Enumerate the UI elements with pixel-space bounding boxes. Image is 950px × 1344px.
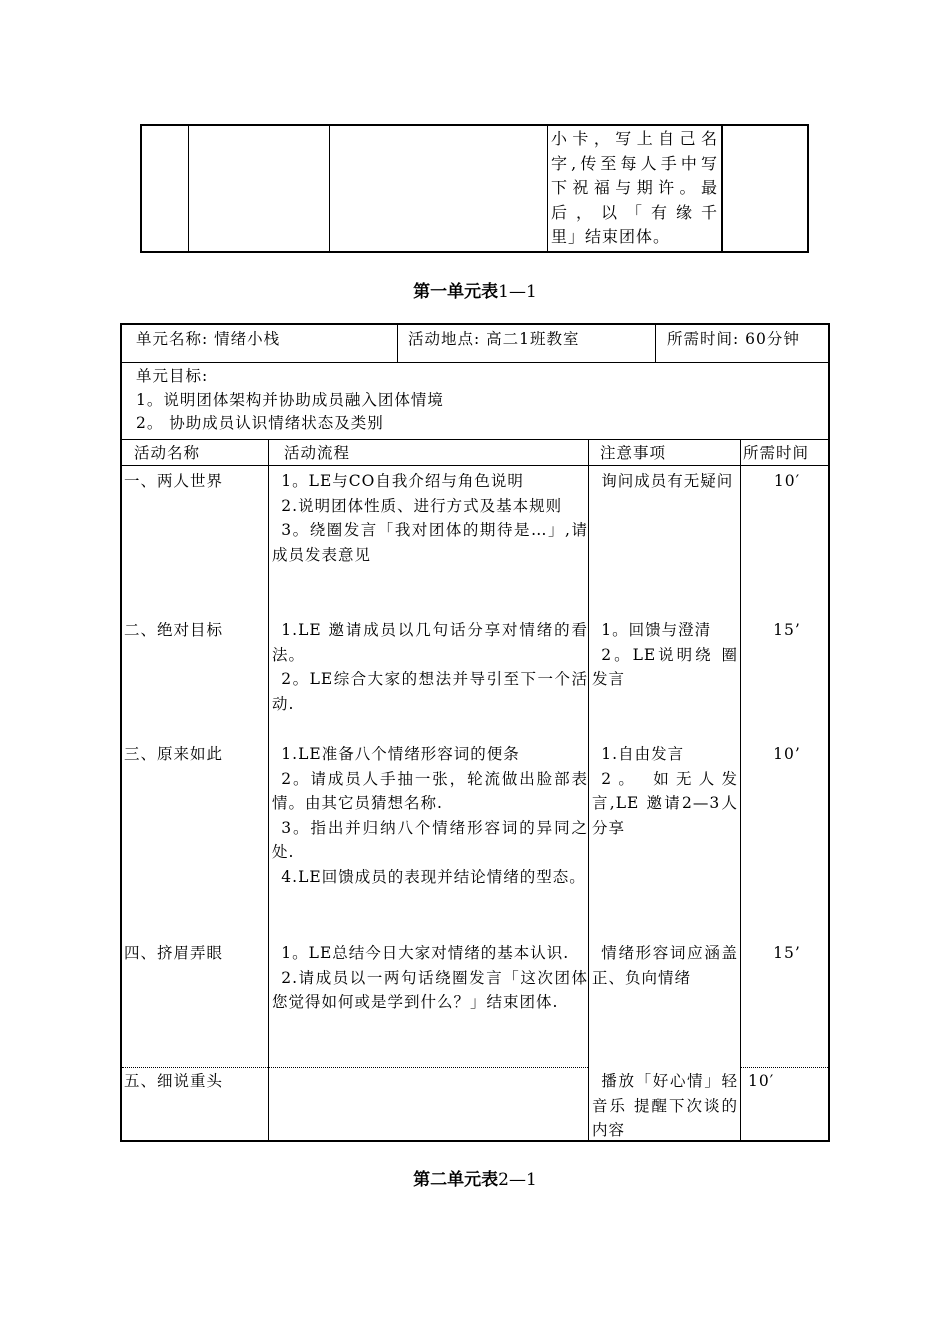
activity-flow xyxy=(272,618,588,716)
note-line: 小卡，写上自己名 xyxy=(551,129,718,148)
note-line: 字,传至每人手中写 xyxy=(551,153,718,173)
unit-table xyxy=(120,323,830,1142)
activity-flow xyxy=(272,469,588,567)
activity-name: 五、细说重头 xyxy=(124,1072,224,1090)
header-time: 所需时间 xyxy=(743,444,810,462)
activity-note xyxy=(592,742,738,840)
activity-name: 三、原来如此 xyxy=(124,745,224,763)
activity-time: 10′ xyxy=(748,1072,775,1090)
caption-number: 1—1 xyxy=(498,282,537,302)
unit-goals xyxy=(136,365,444,436)
table-caption xyxy=(0,277,950,302)
activity-time: 15’ xyxy=(773,944,801,962)
flow-step: 1。LE与CO自我介绍与角色说明 xyxy=(281,472,524,490)
row-divider xyxy=(122,465,828,466)
required-time: 所需时间: 60分钟 xyxy=(667,330,800,348)
note-item: 1。回馈与澄清 xyxy=(601,621,712,639)
column-divider xyxy=(397,325,398,362)
previous-table-continuation xyxy=(140,124,809,253)
flow-step: 1.LE 邀请成员以几句话分享对情绪的看法。 xyxy=(272,621,588,664)
column-divider xyxy=(740,439,741,1140)
row-divider xyxy=(122,362,828,363)
activity-name: 一、两人世界 xyxy=(124,472,224,490)
header-activity-name: 活动名称 xyxy=(134,444,201,462)
row-divider xyxy=(740,1067,830,1068)
activity-time: 10′ xyxy=(773,472,801,490)
note-item: 1.自由发言 xyxy=(601,745,685,763)
flow-step: 3。绕圈发言「我对团体的期待是…」,请成员发表意见 xyxy=(272,521,588,564)
flow-step: 3。指出并归纳八个情绪形容词的异同之处. xyxy=(272,818,588,861)
flow-step: 1.LE准备八个情绪形容词的便条 xyxy=(281,745,520,763)
note-cell xyxy=(549,126,720,250)
column-divider xyxy=(588,439,589,1140)
activity-flow xyxy=(272,941,588,1015)
activity-note xyxy=(592,1069,738,1143)
goal-item: 2。 协助成员认识情绪状态及类别 xyxy=(136,414,384,432)
flow-step: 2。请成员人手抽一张，轮流做出脸部表情。由其它员猜想名称. xyxy=(272,769,588,812)
table-column xyxy=(329,126,548,251)
activity-note xyxy=(592,618,738,692)
caption-title: 第二单元表 xyxy=(413,1170,499,1190)
activity-flow xyxy=(272,742,588,889)
note-item: 询问成员有无疑问 xyxy=(601,472,734,490)
note-line: 后，以「有缘千 xyxy=(551,202,718,222)
header-activity-flow: 活动流程 xyxy=(284,444,351,462)
note-item: 情绪形容词应涵盖正、负向情绪 xyxy=(592,944,738,987)
activity-name: 二、绝对目标 xyxy=(124,621,224,639)
activity-name: 四、挤眉弄眼 xyxy=(124,944,224,962)
note-line: 里」结束团体。 xyxy=(551,227,671,246)
table-column xyxy=(142,126,189,251)
unit-name: 单元名称: 情绪小栈 xyxy=(136,330,281,348)
activity-place: 活动地点: 高二1班教室 xyxy=(408,330,580,348)
note-item: 2。 如无人发言,LE 邀请2—3人分享 xyxy=(592,769,738,837)
column-divider xyxy=(655,325,656,362)
row-divider xyxy=(122,1067,268,1068)
note-item: 播放「好心情」轻音乐 提醒下次谈的内容 xyxy=(592,1072,738,1139)
table-column xyxy=(188,126,330,251)
column-divider xyxy=(268,439,269,1140)
flow-step: 2。LE综合大家的想法并导引至下一个活动. xyxy=(272,670,588,713)
header-notes: 注意事项 xyxy=(600,444,667,462)
goal-item: 1。说明团体架构并协助成员融入团体情境 xyxy=(136,390,444,409)
flow-step: 4.LE回馈成员的表现并结论情绪的型态。 xyxy=(281,867,586,886)
row-divider xyxy=(268,1067,588,1068)
row-divider xyxy=(122,439,828,440)
flow-step: 1。LE总结今日大家对情绪的基本认识. xyxy=(281,944,570,962)
activity-note xyxy=(592,941,738,990)
activity-time: 15’ xyxy=(773,621,801,639)
flow-step: 2.请成员以一两句话绕圈发言「这次团体您觉得如何或是学到什么？」结束团体. xyxy=(272,968,588,1011)
table-caption xyxy=(0,1165,950,1190)
flow-step: 2.说明团体性质、进行方式及基本规则 xyxy=(281,496,563,515)
activity-note xyxy=(592,469,738,494)
caption-number: 2—1 xyxy=(498,1170,537,1190)
activity-time: 10’ xyxy=(773,745,801,763)
goals-title: 单元目标: xyxy=(136,367,209,385)
caption-title: 第一单元表 xyxy=(413,282,499,302)
note-item: 2。LE说明绕 圈发言 xyxy=(592,645,738,688)
note-line: 下祝福与期许。最 xyxy=(551,178,718,197)
